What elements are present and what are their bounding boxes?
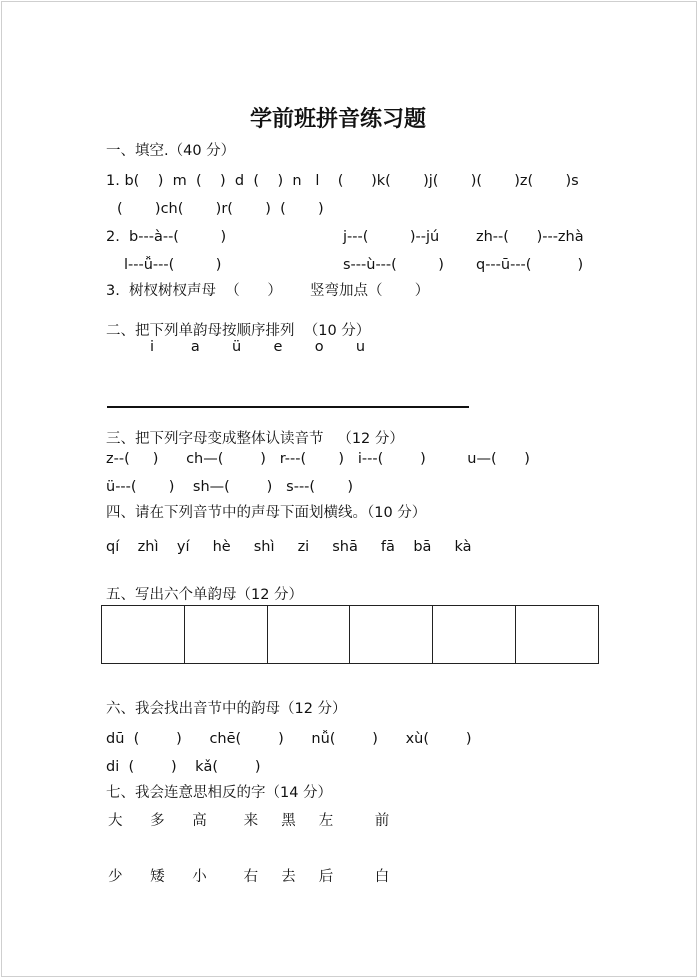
s1-line-2: ( )ch( )r( ) ( ) [117,201,324,217]
s3-line-2: ü---( ) sh—( ) s---( ) [106,479,353,495]
s1-line-3a: 2. b---à--( ) [106,229,227,245]
answer-box[interactable] [516,606,598,663]
section-6-heading: 六、我会找出音节中的韵母（12 分） [106,701,347,717]
answer-box[interactable] [433,606,516,663]
s7-row-1: 大 多 高 来 黑 左 前 [108,813,390,829]
answer-box[interactable] [102,606,185,663]
answer-box[interactable] [350,606,433,663]
section-5-heading: 五、写出六个单韵母（12 分） [106,587,304,603]
s1-line-4c: q---ū---( ) [476,257,584,273]
s1-line-5a: 3. 树杈树杈声母 （ ） [106,283,282,299]
section-3-heading: 三、把下列字母变成整体认读音节 （12 分） [106,431,404,447]
answer-line [107,406,469,408]
section-4-heading: 四、请在下列音节中的声母下面划横线。（10 分） [106,505,427,521]
s3-line-1: z--( ) ch—( ) r---( ) i---( ) u—( ) [106,451,530,467]
section-7-heading: 七、我会连意思相反的字（14 分） [106,785,333,801]
answer-box[interactable] [268,606,351,663]
s2-letters: i a ü e o u [150,339,366,355]
s1-line-4b: s---ù---( ) [343,257,444,273]
s6-line-1: dū ( ) chē( ) nǚ( ) xù( ) [106,731,472,747]
page-title: 学前班拼音练习题 [250,107,427,132]
s1-line-3b: j---( )--jú [343,229,440,245]
s4-syllables: qí zhì yí hè shì zi shā fā bā kà [106,539,472,555]
s1-line-3c: zh--( )---zhà [476,229,584,245]
s1-line-5b: 竖弯加点（ ） [310,283,430,299]
s1-line-4a: l---ǚ---( ) [124,257,222,273]
s1-line-1: 1. b( ) m ( ) d ( ) n l ( )k( )j( )( )z( )s [106,173,579,189]
answer-boxes [101,605,599,664]
answer-box[interactable] [185,606,268,663]
section-1-heading: 一、填空.（40 分） [106,143,236,159]
s7-row-2: 少 矮 小 右 去 后 白 [108,869,390,885]
s6-line-2: di ( ) kǎ( ) [106,759,261,775]
section-2-heading: 二、把下列单韵母按顺序排列 （10 分） [106,323,371,339]
